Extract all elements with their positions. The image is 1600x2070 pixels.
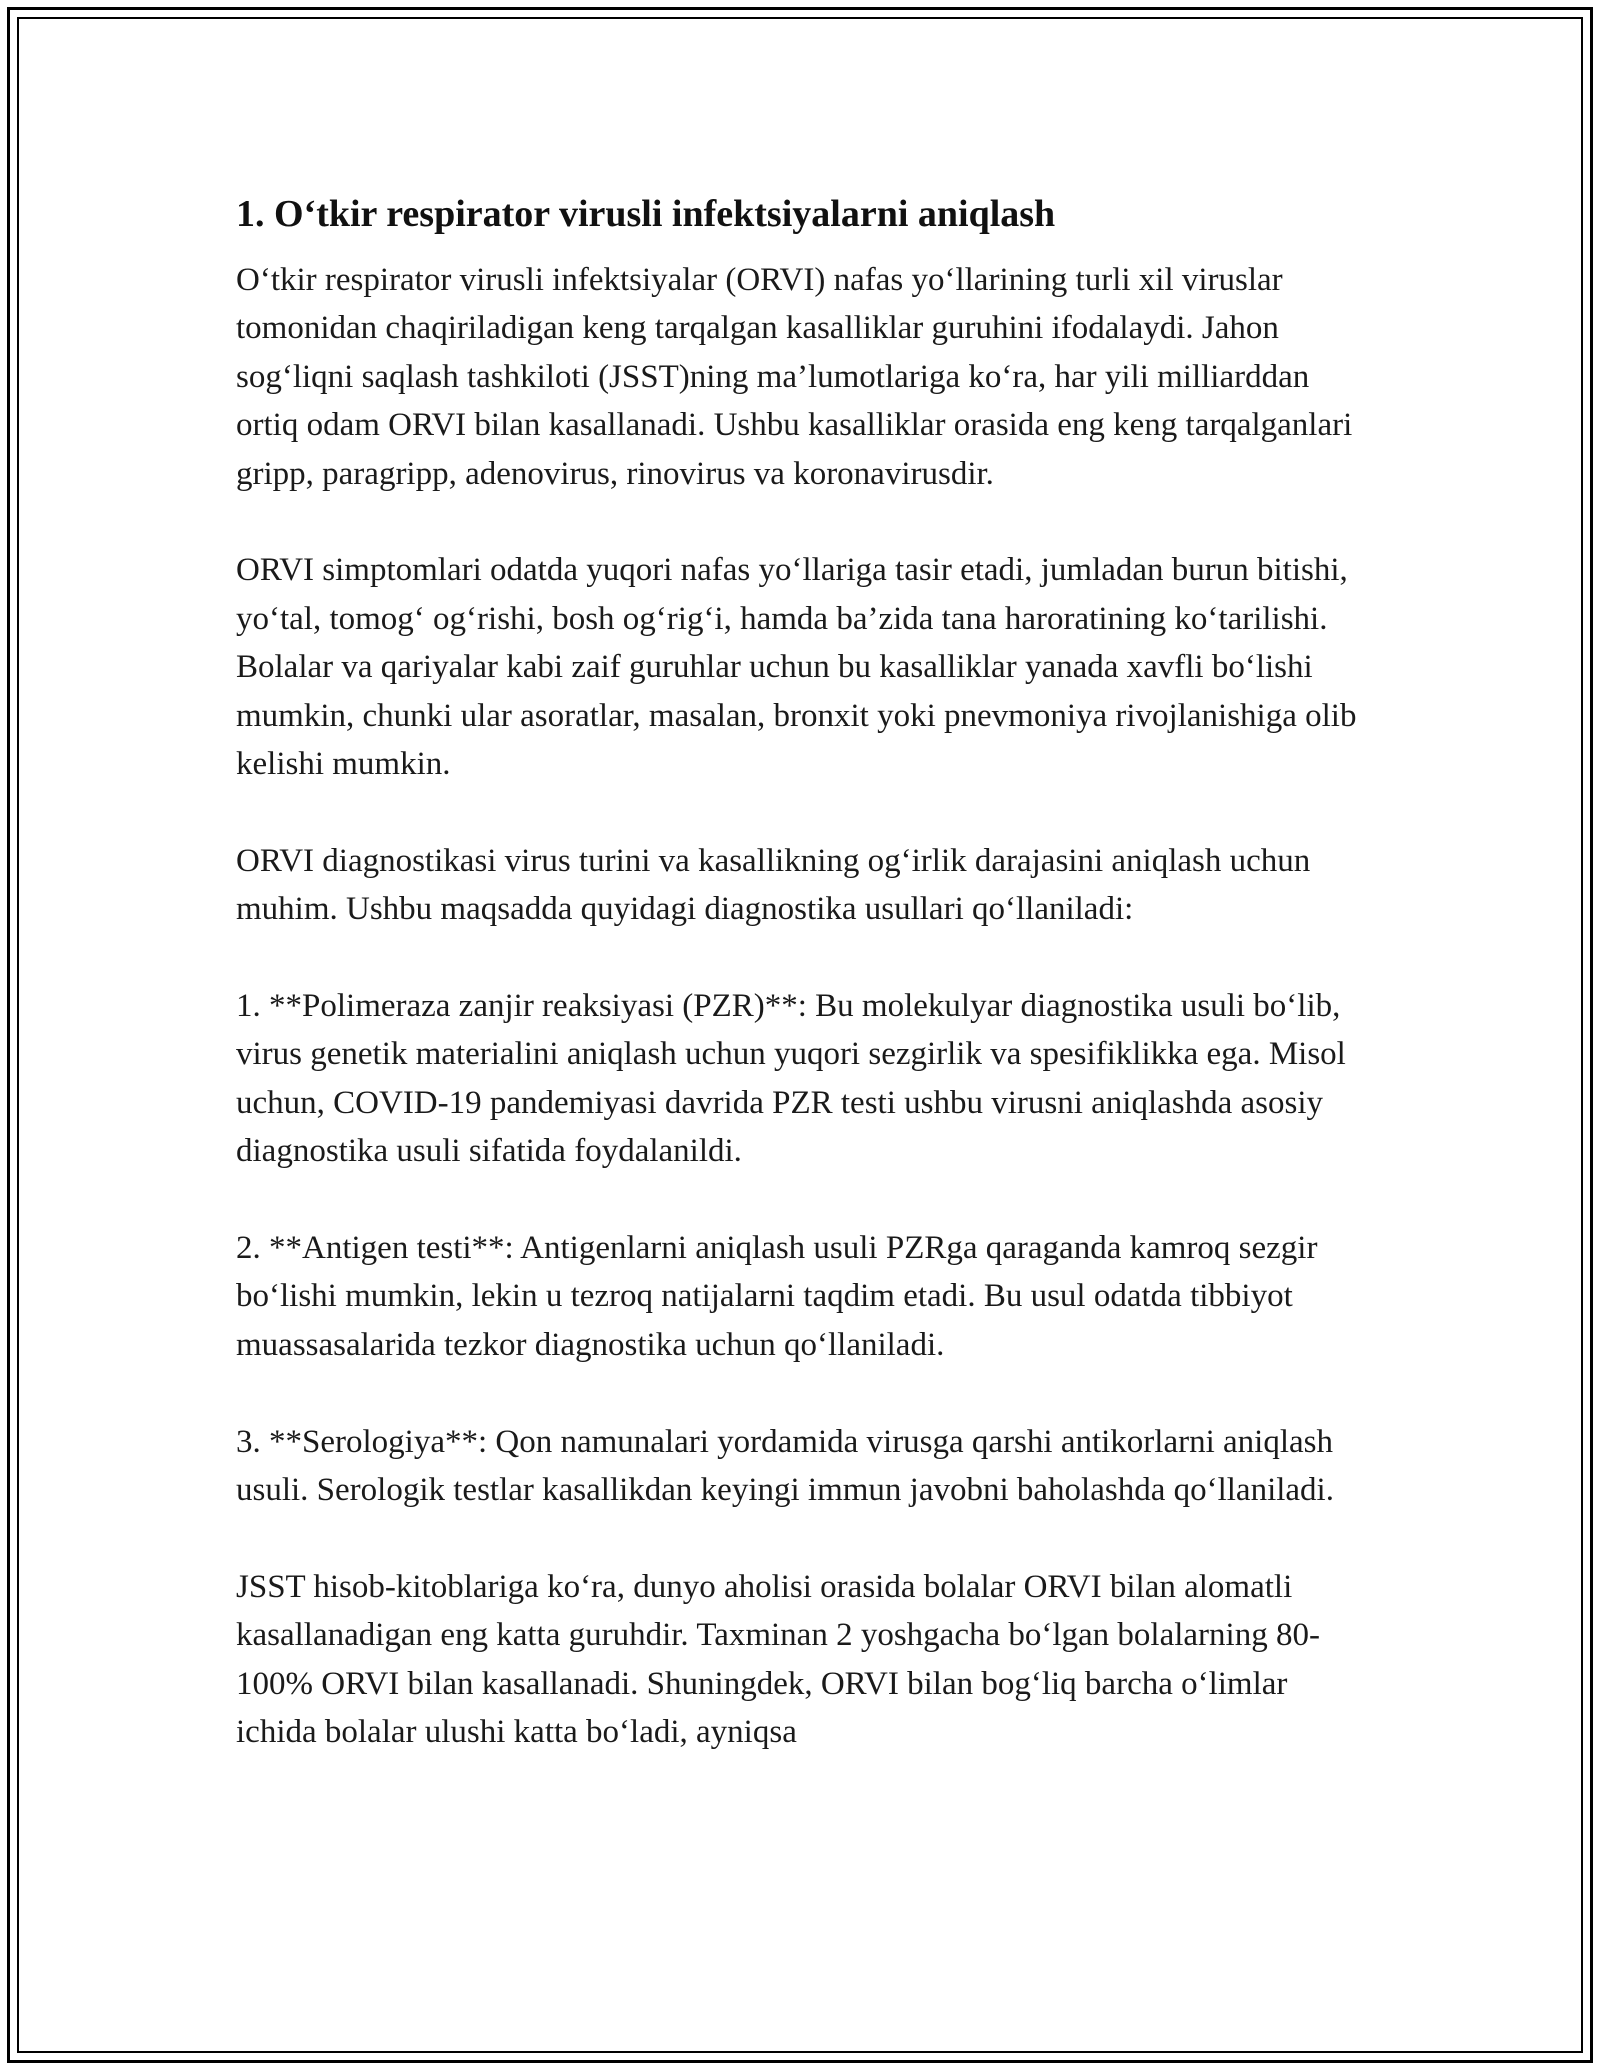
section-heading: 1. O‘tkir respirator virusli infektsiyalarni aniqlash <box>236 193 1056 235</box>
paragraph-symptoms: ORVI simptomlari odatda yuqori nafas yo‘llariga tasir etadi, jumladan burun bitishi, yo‘tal, tomog‘ og‘rishi, bosh og‘rig‘i, hamda ba’zida tana haroratining ko‘tarilishi. Bolalar va qariyalar kabi zaif guruhlar uchun bu kasalliklar yanada xavfli bo‘lishi mumkin, chunki ular asoratlar, masalan, bronxit yoki pnevmoniya rivojlanishiga olib kelishi mumkin. <box>236 552 1357 783</box>
paragraph-children: JSST hisob-kitoblariga ko‘ra, dunyo aholisi orasida bolalar ORVI bilan alomatli kasallanadigan eng katta guruhdir. Taxminan 2 yoshgacha bo‘lgan bolalarning 80-100% ORVI bilan kasallanadi. Shuningdek, ORVI bilan bog‘liq barcha o‘limlar ichida bolalar ulushi katta bo‘ladi, ayniqsa <box>236 1568 1320 1751</box>
document-body <box>236 188 1376 1757</box>
paragraph-pcr: 1. **Polimeraza zanjir reaksiyasi (PZR)**: Bu molekulyar diagnostika usuli bo‘lib, virus genetik materialini aniqlash uchun yuqori sezgirlik va spesifiklikka ega. Misol uchun, COVID-19 pandemiyasi davrida PZR testi ushbu virusni aniqlashda asosiy diagnostika usuli sifatida foydalanildi. <box>236 988 1346 1170</box>
paragraph-antigen: 2. **Antigen testi**: Antigenlarni aniqlash usuli PZRga qaraganda kamroq sezgir bo‘lishi mumkin, lekin u tezroq natijalarni taqdim etadi. Bu usul odatda tibbiyot muassasalarida tezkor diagnostika uchun qo‘llaniladi. <box>236 1230 1318 1363</box>
paragraph-diagnostics: ORVI diagnostikasi virus turini va kasallikning og‘irlik darajasini aniqlash uchun muhim. Ushbu maqsadda quyidagi diagnostika usullari qo‘llaniladi: <box>236 842 1311 928</box>
paragraph-serology: 3. **Serologiya**: Qon namunalari yordamida virusga qarshi antikorlarni aniqlash usuli. Serologik testlar kasallikdan keyingi immun javobni baholashda qo‘llaniladi. <box>236 1423 1334 1509</box>
paragraph-intro: O‘tkir respirator virusli infektsiyalar (ORVI) nafas yo‘llarining turli xil viruslar tomonidan chaqiriladigan keng tarqalgan kasalliklar guruhini ifodalaydi. Jahon sog‘liqni saqlash tashkiloti (JSST)ning ma’lumotlariga ko‘ra, har yili milliarddan ortiq odam ORVI bilan kasallanadi. Ushbu kasalliklar orasida eng keng tarqalganlari gripp, paragripp, adenovirus, rinovirus va koronavirusdir. <box>236 262 1353 492</box>
